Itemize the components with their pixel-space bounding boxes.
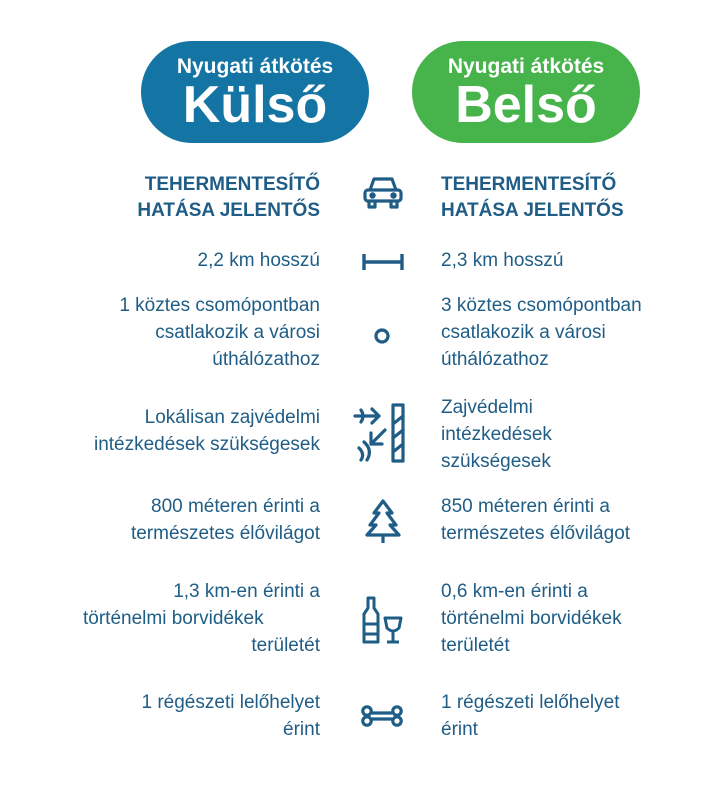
row-junctions-left — [119, 292, 320, 373]
left-header-subtitle: Nyugati átkötés — [176, 55, 334, 78]
left-variant-header — [141, 41, 369, 143]
row-relief-left-line: HATÁSA JELENTŐS — [137, 200, 320, 221]
bone-icon — [360, 705, 404, 727]
row-noise-right-line: szükségesek — [441, 451, 551, 472]
row-habitat-right — [441, 493, 630, 547]
right-header-subtitle: Nyugati átkötés — [447, 55, 605, 78]
row-length-right — [441, 247, 564, 274]
row-habitat-right-line: természetes élővilágot — [441, 523, 631, 544]
car-icon — [361, 174, 405, 210]
row-junctions-right-line: úthálózathoz — [441, 349, 549, 370]
row-relief-right-line: HATÁSA JELENTŐS — [441, 200, 624, 221]
row-length-left-line: 2,2 km hosszú — [197, 250, 320, 271]
row-archaeology-left-line: 1 régészeti lelőhelyet — [141, 692, 320, 713]
row-habitat-right-line: 850 méteren érinti a — [441, 496, 610, 517]
row-relief-right-line: TEHERMENTESÍTŐ — [441, 174, 617, 195]
tree-icon — [363, 498, 403, 544]
row-junctions-left-line: úthálózathoz — [212, 349, 320, 370]
junction-icon — [373, 327, 391, 345]
row-length-right-line: 2,3 km hosszú — [441, 250, 564, 271]
right-variant-header — [412, 41, 640, 143]
row-relief-left-line: TEHERMENTESÍTŐ — [144, 174, 320, 195]
row-archaeology-left-line: érint — [283, 719, 320, 740]
row-noise-left-line: Lokálisan zajvédelmi — [144, 407, 320, 428]
row-noise-left — [94, 404, 320, 458]
row-habitat-left-line: 800 méteren érinti a — [151, 496, 320, 517]
row-relief-right — [441, 172, 624, 224]
row-noise-left-line: intézkedések szükségesek — [93, 434, 320, 455]
row-wine-right-line: 0,6 km-en érinti a — [441, 581, 588, 602]
right-header-title: Belső — [455, 76, 597, 134]
row-junctions-left-line: 1 köztes csomópontban — [119, 295, 320, 316]
row-wine-left — [83, 578, 320, 659]
row-habitat-left — [131, 493, 320, 547]
row-wine-right-line: területét — [441, 635, 510, 656]
row-habitat-left-line: természetes élővilágot — [130, 523, 320, 544]
wine-icon — [360, 596, 406, 644]
row-junctions-right-line: 3 köztes csomópontban — [441, 295, 642, 316]
row-length-left — [198, 247, 321, 274]
row-junctions-right-line: csatlakozik a városi — [441, 322, 606, 343]
row-noise-right-line: intézkedések — [441, 424, 552, 445]
row-noise-right — [441, 394, 552, 475]
row-wine-right-line: történelmi borvidékek — [441, 608, 622, 629]
row-noise-right-line: Zajvédelmi — [441, 397, 533, 418]
row-wine-left-line: történelmi borvidékek — [83, 608, 264, 629]
row-archaeology-right — [441, 689, 620, 743]
length-icon — [362, 252, 404, 272]
row-archaeology-right-line: érint — [441, 719, 478, 740]
noise-barrier-icon — [351, 402, 409, 464]
row-archaeology-left — [142, 689, 321, 743]
row-wine-left-line: 1,3 km-en érinti a — [173, 581, 320, 602]
row-archaeology-right-line: 1 régészeti lelőhelyet — [441, 692, 620, 713]
row-wine-left-line: területét — [251, 635, 320, 656]
row-junctions-right — [441, 292, 642, 373]
row-junctions-left-line: csatlakozik a városi — [155, 322, 320, 343]
row-wine-right — [441, 578, 678, 659]
row-relief-left — [137, 172, 320, 224]
left-header-title: Külső — [182, 76, 328, 134]
